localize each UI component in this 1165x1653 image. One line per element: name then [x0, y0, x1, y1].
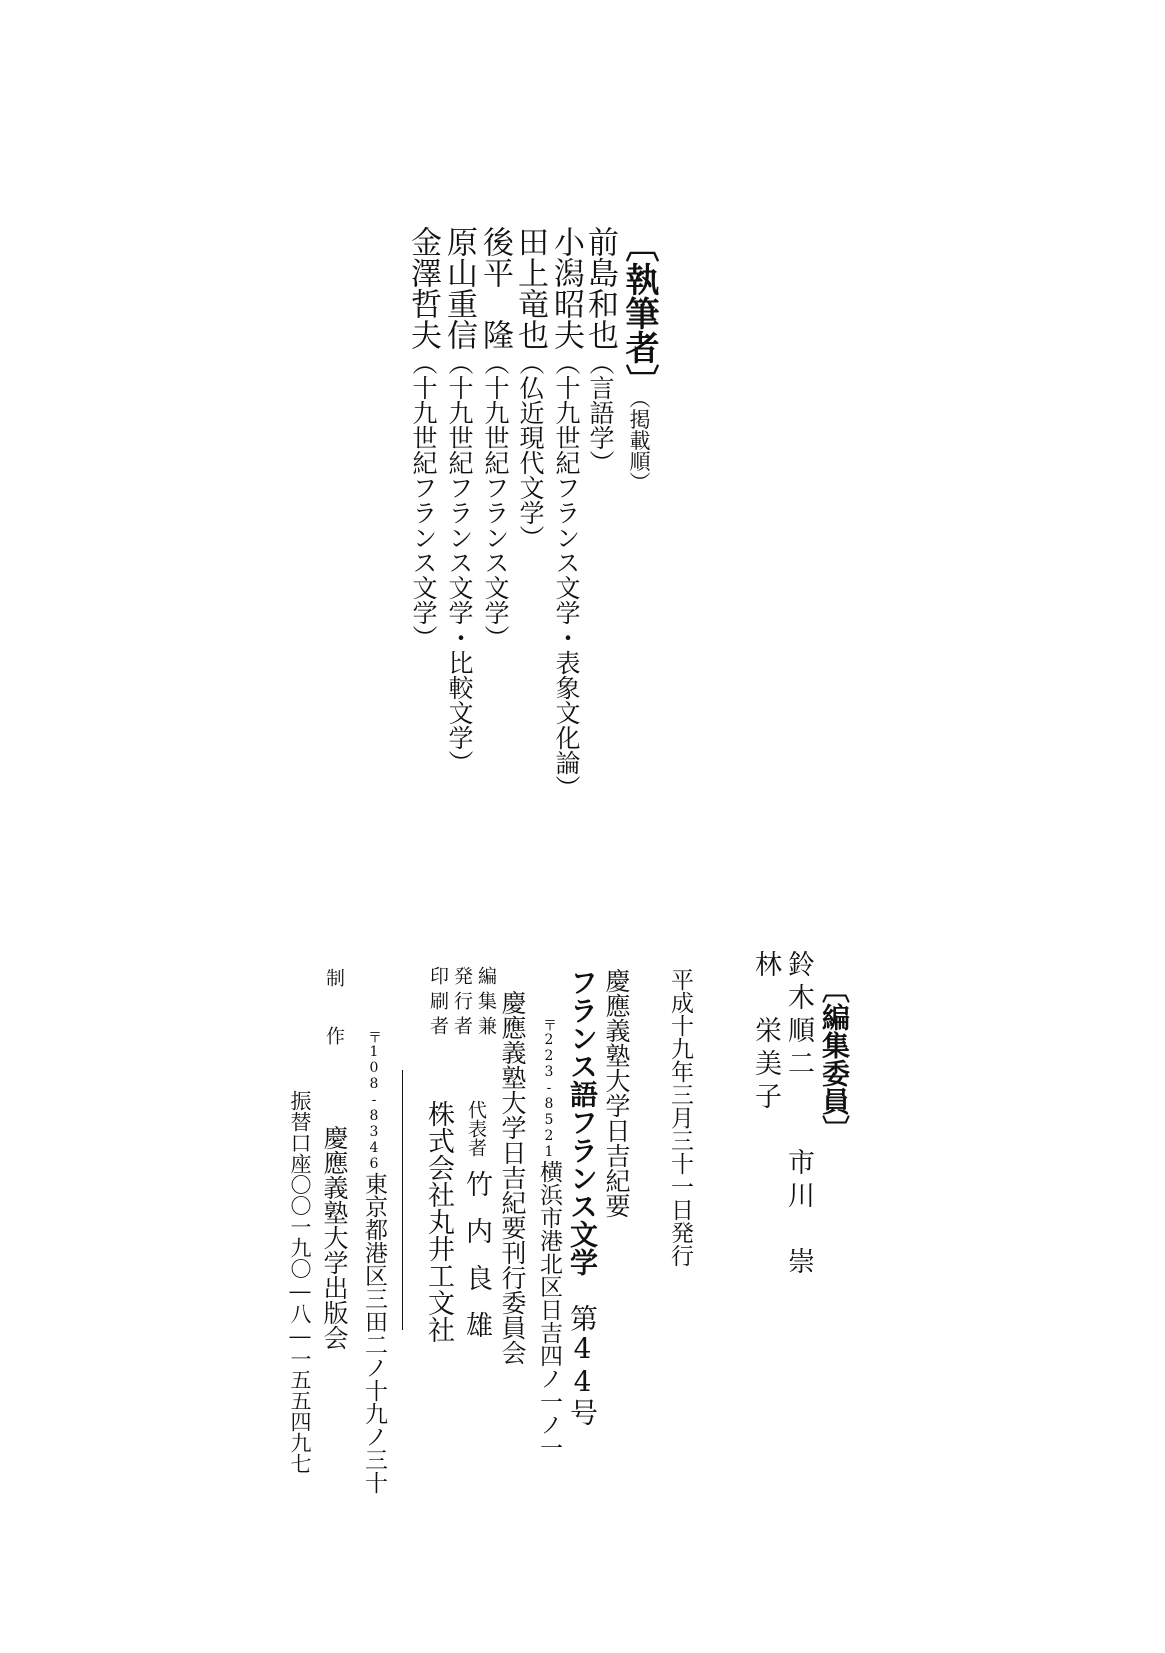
address-2-text: 東京都港区三田二ノ十九ノ三十: [361, 1172, 387, 1494]
role-printer: 印刷者: [427, 966, 449, 1041]
author-field: （十九世紀フランス文学・比較文学）: [445, 350, 474, 775]
series-name: 慶應義塾大学日吉紀要: [602, 968, 631, 1218]
representative-label: 代表者: [465, 1100, 487, 1157]
authors-heading: [619, 228, 659, 493]
vertical-rule: [402, 1070, 403, 1330]
editorial-heading: 〔編集委員〕: [818, 975, 851, 1143]
author-name: 後平 隆: [477, 226, 513, 350]
address-1: [537, 1018, 560, 1459]
author-entry: [512, 226, 548, 550]
journal-title: [566, 968, 599, 1426]
author-field: （十九世紀フランス文学）: [481, 350, 510, 650]
authors-heading-text: 〔執筆者〕: [619, 228, 659, 398]
author-entry: [582, 226, 618, 475]
production-label: 制 作: [323, 968, 345, 1055]
author-name: 前島和也: [582, 226, 618, 350]
role-publisher: 発行者: [451, 966, 473, 1041]
authors-order-note: （掲載順）: [627, 398, 651, 493]
author-name: 小潟昭夫: [548, 226, 584, 350]
representative-name: 竹内良雄: [461, 1170, 492, 1358]
author-entry: [405, 226, 441, 650]
address-2: [362, 1030, 385, 1494]
postal-code-1: 〒223-8521: [541, 1018, 557, 1160]
publisher-org: 慶應義塾大学日吉紀要刊行委員会: [498, 990, 527, 1365]
issue-date: 平成十九年三月三十一日発行: [667, 968, 693, 1267]
account-number: 振替口座〇〇一九〇―八―一五五四九七: [288, 1090, 312, 1474]
author-name: 田上竜也: [512, 226, 548, 350]
author-name: 金澤哲夫: [405, 226, 441, 350]
journal-title-text: フランス語フランス文学: [566, 968, 599, 1276]
role-editor: 編集兼: [475, 966, 497, 1041]
printer-name: 株式会社丸井工文社: [423, 1100, 454, 1343]
author-field: （仏近現代文学）: [516, 350, 545, 550]
address-1-text: 横浜市港北区日吉四ノ一ノ一: [536, 1160, 562, 1459]
author-entry: [548, 226, 584, 800]
postal-code-2: 〒108-8346: [366, 1030, 382, 1172]
issue-number: 第44号: [566, 1304, 599, 1426]
editorial-members-2: 林 栄美子: [750, 950, 781, 1115]
author-field: （十九世紀フランス文学・表象文化論）: [552, 350, 581, 800]
author-field: （十九世紀フランス文学）: [409, 350, 438, 650]
author-field: （言語学）: [586, 350, 615, 475]
author-entry: [477, 226, 513, 650]
editorial-members-1: 鈴木順二 市川 崇: [783, 950, 814, 1280]
production-name: 慶應義塾大学出版会: [320, 1125, 349, 1350]
author-entry: [441, 226, 477, 775]
author-name: 原山重信: [441, 226, 477, 350]
